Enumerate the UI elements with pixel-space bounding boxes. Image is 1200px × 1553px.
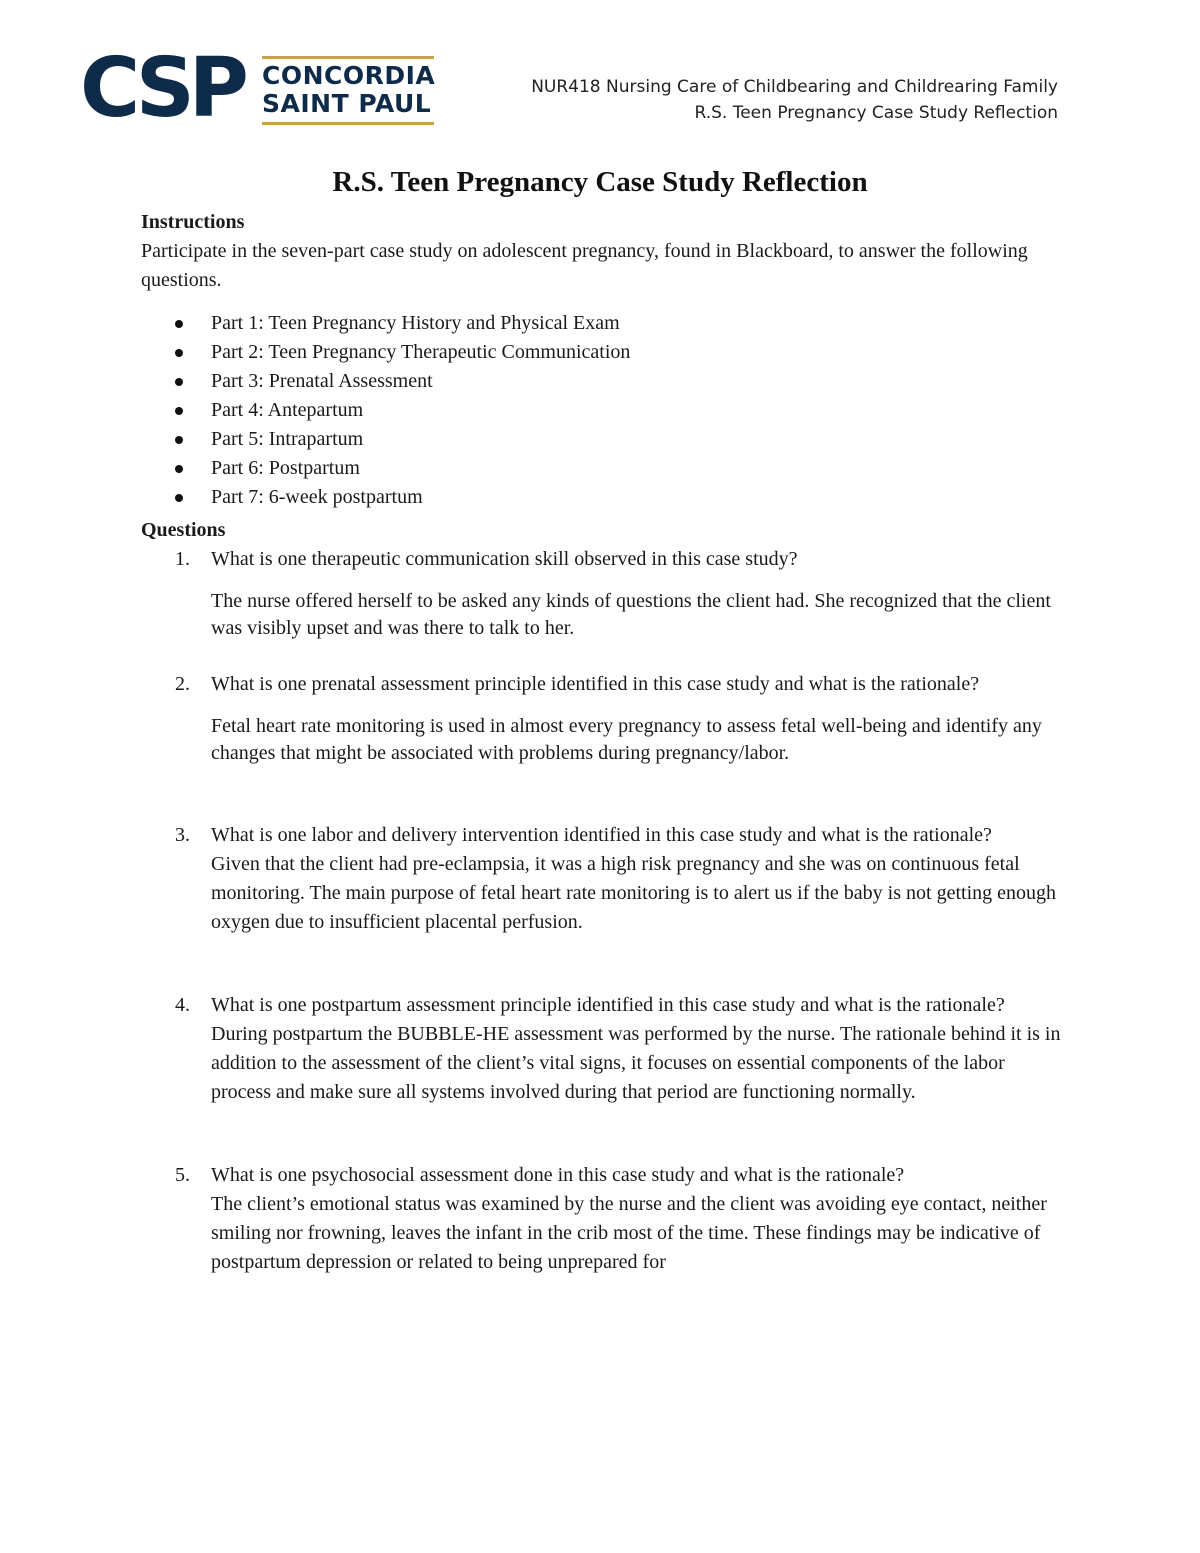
question-number: 4.	[175, 994, 190, 1016]
bullet-icon	[175, 465, 183, 473]
header-subtitle: R.S. Teen Pregnancy Case Study Reflection	[694, 103, 1058, 123]
question-item-5	[141, 1161, 1061, 1277]
question-number: 5.	[175, 1164, 190, 1186]
list-item: Part 4: Antepartum	[141, 396, 1061, 425]
list-item: Part 3: Prenatal Assessment	[141, 367, 1061, 396]
logo-rule-top	[262, 56, 434, 59]
page-header	[531, 74, 1058, 126]
bullet-icon	[175, 436, 183, 444]
answer-text: Given that the client had pre-eclampsia, it was a high risk pregnancy and she was on continuous fetal monitoring. The main purpose of fetal heart rate monitoring is to alert us if the baby is not getting enough oxygen due to insufficient placental perfusion.	[211, 853, 1056, 933]
question-item-1	[141, 545, 1061, 642]
page-title: R.S. Teen Pregnancy Case Study Reflection	[332, 166, 868, 198]
course-title: NUR418 Nursing Care of Childbearing and Childrearing Family	[531, 77, 1058, 97]
question-item-4	[141, 991, 1061, 1107]
logo-line-saint-paul: SAINT PAUL	[262, 89, 432, 118]
answer-text: Fetal heart rate monitoring is used in almost every pregnancy to assess fetal well-being and identify any changes that might be associated with problems during pregnancy/labor.	[211, 715, 1042, 764]
logo-rule-bottom	[262, 122, 434, 125]
answer-text: During postpartum the BUBBLE-HE assessment was performed by the nurse. The rationale behind it is in addition to the assessment of the client’s vital signs, it focuses on essential components of the labor process and make sure all systems involved during that period are functioning normally.	[211, 1023, 1061, 1103]
question-number: 2.	[175, 673, 190, 695]
instructions-heading: Instructions	[141, 211, 245, 233]
list-item: Part 7: 6-week postpartum	[141, 483, 1061, 512]
question-text: What is one labor and delivery intervention identified in this case study and what is the rationale?	[211, 824, 992, 846]
bullet-icon	[175, 378, 183, 386]
list-item: Part 6: Postpartum	[141, 454, 1061, 483]
question-text: What is one therapeutic communication skill observed in this case study?	[211, 548, 798, 570]
question-item-2	[141, 670, 1061, 767]
logo-wordmark	[262, 56, 438, 125]
answer-text: The client’s emotional status was examined by the nurse and the client was avoiding eye contact, neither smiling nor frowning, leaves the infant in the crib most of the time. These findings may be indicative of postpartum depression or related to being unprepared for	[211, 1193, 1047, 1273]
question-number: 3.	[175, 824, 190, 846]
logo-mark: CSP	[80, 52, 243, 124]
instructions-text: Participate in the seven-part case study on adolescent pregnancy, found in Blackboard, to answer the following questions.	[141, 240, 1028, 291]
bullet-icon	[175, 494, 183, 502]
questions-list	[141, 545, 1061, 1277]
bullet-icon	[175, 349, 183, 357]
question-number: 1.	[175, 548, 190, 570]
question-text: What is one prenatal assessment principle identified in this case study and what is the rationale?	[211, 673, 980, 695]
list-item: Part 1: Teen Pregnancy History and Physical Exam	[141, 309, 1061, 338]
list-item: Part 2: Teen Pregnancy Therapeutic Communication	[141, 338, 1061, 367]
question-text: What is one postpartum assessment principle identified in this case study and what is the rationale?	[211, 994, 1005, 1016]
bullet-icon	[175, 320, 183, 328]
question-item-3	[141, 821, 1061, 937]
questions-heading: Questions	[141, 519, 226, 541]
parts-list	[141, 309, 1061, 512]
logo-line-concordia: CONCORDIA	[262, 61, 436, 90]
question-text: What is one psychosocial assessment done in this case study and what is the rationale?	[211, 1164, 905, 1186]
list-item: Part 5: Intrapartum	[141, 425, 1061, 454]
bullet-icon	[175, 407, 183, 415]
document-body	[141, 208, 1061, 1277]
answer-text: The nurse offered herself to be asked any kinds of questions the client had. She recognized that the client was visibly upset and was there to talk to her.	[211, 590, 1051, 639]
